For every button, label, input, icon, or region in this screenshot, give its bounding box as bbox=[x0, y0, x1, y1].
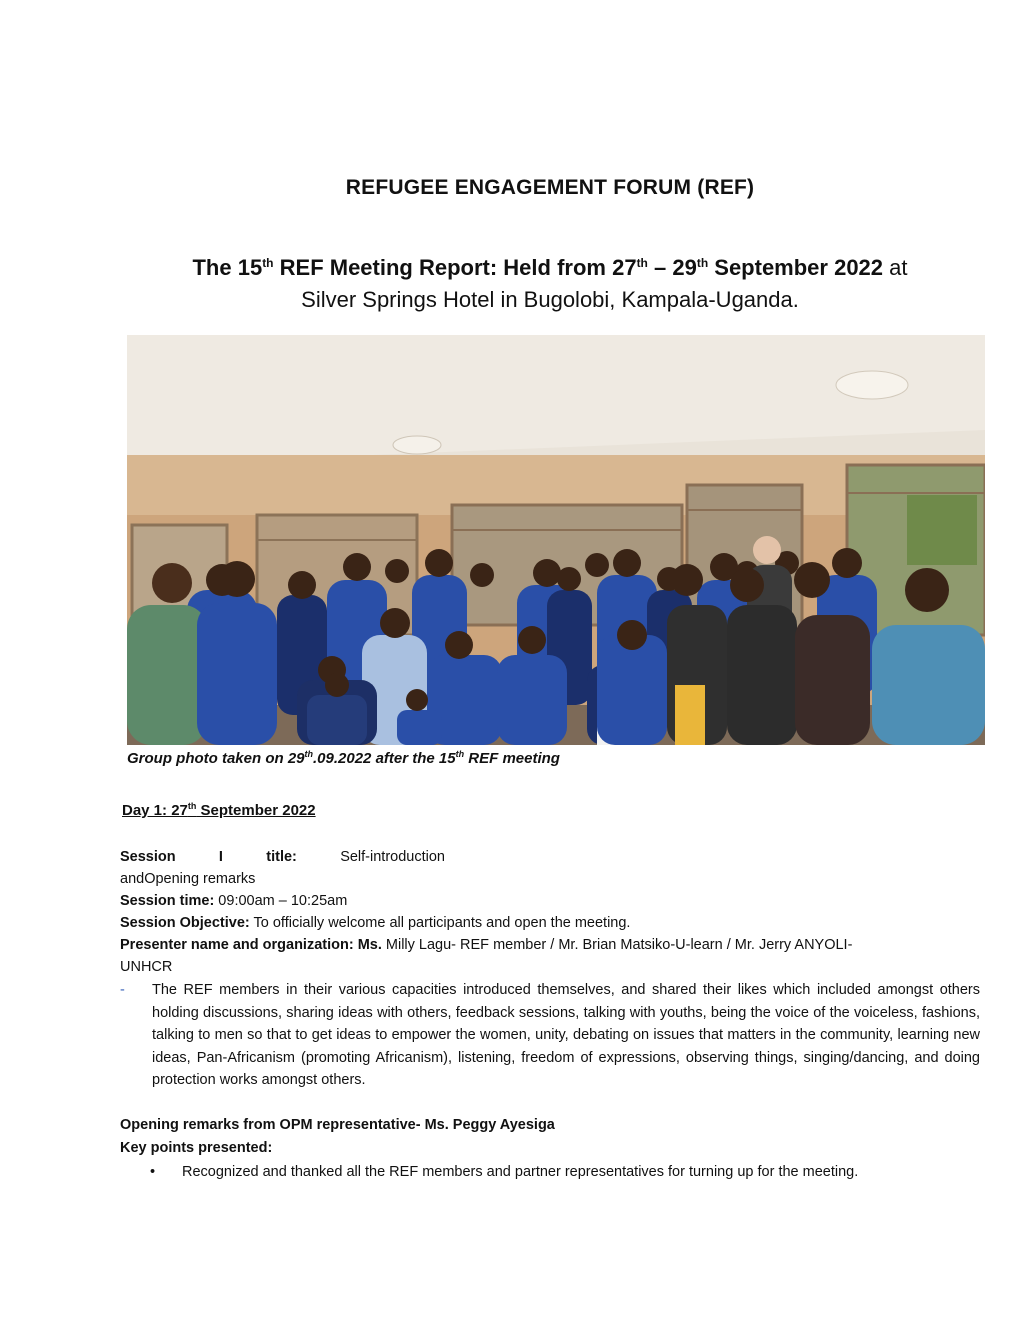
introductions-text: The REF members in their various capacities introduced themselves, and shared their likes which included amongst others holding discussions, sharing ideas with others, feedback sessions, talking with youths, being the voice of the voiceless, fashions, talking to men so that to get ideas to empower the women, unity, debating on issues that matters in the community, learning new ideas, Pan-Africanism (promoting Africanism), listening, freedom of expressions, observing things, singing/dancing, and doing protection works amongst others. bbox=[152, 982, 980, 1089]
session-title-line-2: andOpening remarks bbox=[120, 871, 256, 887]
key-point-list-item bbox=[150, 1161, 980, 1183]
session-objective: Session Objective: To officially welcome all participants and open the meeting. bbox=[120, 915, 631, 931]
key-point-text: Recognized and thanked all the REF members and partner representatives for turning up for the meeting. bbox=[182, 1164, 859, 1180]
group-photo-image bbox=[127, 335, 985, 745]
bullet-marker: • bbox=[150, 1164, 156, 1180]
report-title-line-2: Silver Springs Hotel in Bugolobi, Kampala-Uganda. bbox=[301, 287, 799, 312]
organization-title: REFUGEE ENGAGEMENT FORUM (REF) bbox=[345, 176, 755, 199]
session-title-line-1: Session I title: Self-introduction bbox=[120, 849, 445, 865]
opening-remarks-heading: Opening remarks from OPM representative- Ms. Peggy Ayesiga bbox=[120, 1117, 555, 1133]
session-title bbox=[120, 846, 460, 890]
photo-caption: Group photo taken on 29th.09.2022 after the 15th REF meeting bbox=[127, 749, 560, 767]
presenter-info: Presenter name and organization: Ms. Milly Lagu- REF member / Mr. Brian Matsiko-U-learn / Mr. Jerry ANYOLI- UNHCR bbox=[120, 937, 853, 975]
session-time: Session time: 09:00am – 10:25am bbox=[120, 893, 348, 909]
report-title-line-1: The 15th REF Meeting Report: Held from 27th – 29th September 2022 at bbox=[192, 255, 908, 280]
report-title bbox=[110, 252, 990, 316]
dash-marker: - bbox=[120, 982, 125, 998]
group-photo bbox=[127, 335, 985, 745]
day-heading: Day 1: 27th September 2022 bbox=[122, 801, 316, 819]
key-points-label: Key points presented: bbox=[120, 1140, 273, 1156]
introductions-list-item bbox=[120, 979, 980, 1092]
